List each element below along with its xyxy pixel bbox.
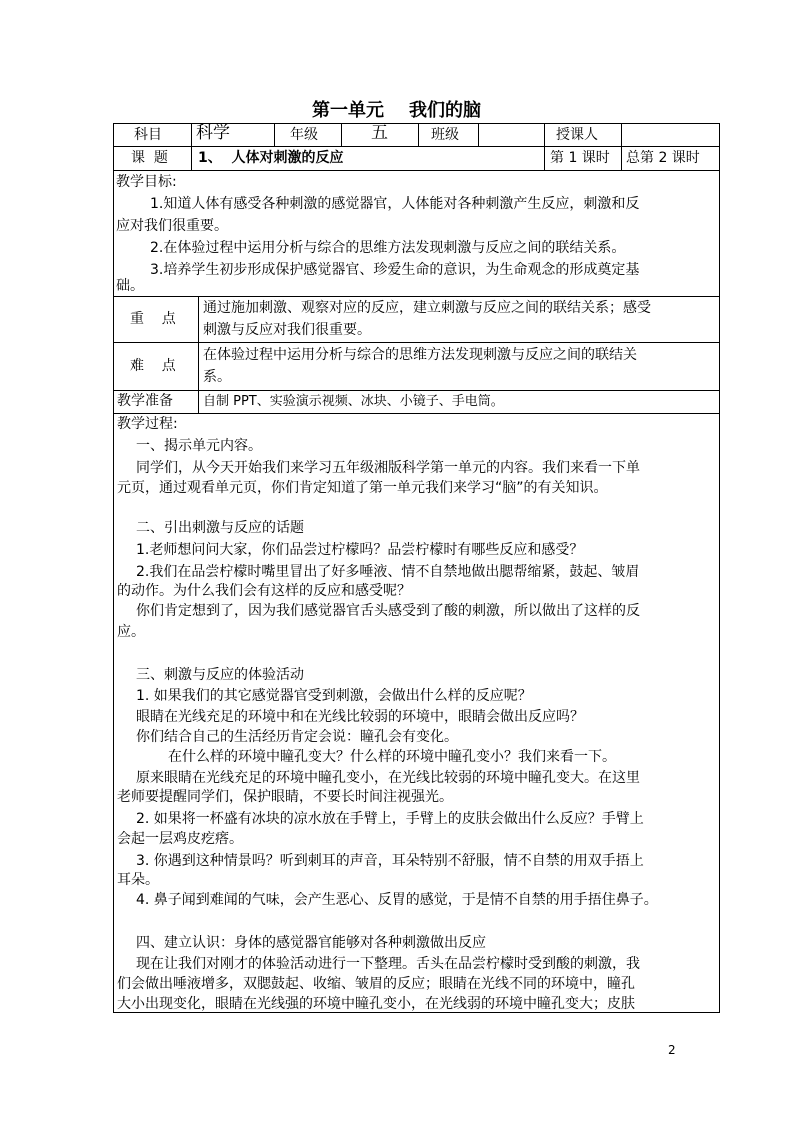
preparation-value: 自制 PPT、实验演示视频、冰块、小镜子、手电筒。	[203, 394, 504, 409]
process-line: 2. 如果将一杯盛有冰块的凉水放在手臂上，手臂上的皮肤会做出什么反应？手臂上	[136, 811, 644, 827]
process-line: 老师要提醒同学们，保护眼睛，不要长时间注视强光。	[117, 789, 453, 805]
preparation-label: 教学准备	[117, 393, 173, 409]
process-line: 的动作。为什么我们会有这样的反应和感受呢？	[117, 583, 411, 599]
objective-line: 1.知道人体有感受各种刺激的感觉器官，人体能对各种刺激产生反应，刺激和反	[150, 196, 640, 212]
process-line: 你们肯定想到了，因为我们感觉器官舌头感受到了酸的刺激，所以做出了这样的反	[136, 603, 640, 619]
class-label: 班级	[431, 127, 459, 143]
process-line: 大小出现变化，眼睛在光线强的环境中瞳孔变小，在光线弱的环境中瞳孔变大；皮肤	[117, 996, 635, 1012]
process-line: 一、揭示单元内容。	[136, 438, 262, 454]
process-line: 们会做出唾液增多，双腮鼓起、收缩、皱眉的反应；眼睛在光线不同的环境中，瞳孔	[117, 976, 635, 992]
process-line: 二、引出刺激与反应的话题	[136, 520, 304, 536]
key-point-line: 通过施加刺激、观察对应的反应，建立刺激与反应之间的联结关系；感受	[203, 300, 651, 316]
teacher-label: 授课人	[556, 127, 598, 143]
page-title: 第一单元 我们的脑	[311, 100, 482, 121]
objective-line: 础。	[116, 278, 144, 294]
difficulty-line: 系。	[203, 369, 231, 385]
process-line: 元页，通过观看单元页，你们肯定知道了第一单元我们来学习“脑”的有关知识。	[117, 480, 608, 496]
process-line: 原来眼睛在光线充足的环境中瞳孔变小，在光线比较弱的环境中瞳孔变大。在这里	[136, 770, 640, 786]
page-number: 2	[668, 1043, 676, 1057]
grade-value: 五	[371, 123, 388, 143]
process-line: 四、建立认识：身体的感觉器官能够对各种刺激做出反应	[136, 935, 486, 951]
period: 第 1 课时	[550, 150, 610, 166]
process-line: 3. 你遇到这种情景吗？听到刺耳的声音，耳朵特别不舒服，情不自禁的用双手捂上	[136, 853, 644, 869]
difficulty-line: 在体验过程中运用分析与综合的思维方法发现刺激与反应之间的联结关	[203, 347, 637, 363]
process-line: 三、刺激与反应的体验活动	[136, 667, 304, 683]
objective-line: 3.培养学生初步形成保护感觉器官、珍爱生命的意识，为生命观念的形成奠定基	[150, 262, 640, 278]
process-line: 会起一层鸡皮疙瘩。	[117, 831, 243, 847]
process-line: 1. 如果我们的其它感觉器官受到刺激，会做出什么样的反应呢？	[136, 688, 532, 704]
process-heading: 教学过程:	[117, 416, 178, 432]
key-point-line: 刺激与反应对我们很重要。	[203, 322, 371, 338]
process-line: 应。	[117, 624, 145, 640]
objectives-heading: 教学目标:	[116, 174, 177, 190]
process-line: 眼睛在光线充足的环境中和在光线比较弱的环境中，眼睛会做出反应吗？	[136, 709, 584, 725]
subject-label: 科目	[134, 127, 162, 143]
process-line: 同学们，从今天开始我们来学习五年级湘版科学第一单元的内容。我们来看一下单	[136, 460, 640, 476]
process-line: 1.老师想问问大家，你们品尝过柠檬吗？品尝柠檬时有哪些反应和感受？	[136, 542, 584, 558]
process-line: 你们结合自己的生活经历肯定会说：瞳孔会有变化。	[136, 729, 458, 745]
process-line: 4. 鼻子闻到难闻的气味，会产生恶心、反胃的感觉，于是情不自禁的用手捂住鼻子。	[136, 892, 658, 908]
subject-value: 科学	[196, 123, 230, 143]
lesson-title: 1、 人体对刺激的反应	[198, 150, 344, 166]
process-line: 在什么样的环境中瞳孔变大？什么样的环境中瞳孔变小？我们来看一下。	[168, 749, 616, 765]
difficulty-label: 难 点	[130, 358, 176, 374]
process-line: 现在让我们对刚才的体验活动进行一下整理。舌头在品尝柠檬时受到酸的刺激，我	[136, 956, 640, 972]
key-point-label: 重 点	[130, 311, 176, 327]
objective-line: 应对我们很重要。	[116, 218, 228, 234]
process-line: 2.我们在品尝柠檬时嘴里冒出了好多唾液、情不自禁地做出腮帮缩紧，鼓起、皱眉	[136, 564, 640, 580]
process-line: 耳朵。	[117, 872, 159, 888]
lesson-label: 课 题	[131, 150, 168, 166]
grade-label: 年级	[290, 127, 318, 143]
objective-line: 2.在体验过程中运用分析与综合的思维方法发现刺激与反应之间的联结关系。	[150, 240, 626, 256]
total-periods: 总第 2 课时	[626, 150, 700, 166]
